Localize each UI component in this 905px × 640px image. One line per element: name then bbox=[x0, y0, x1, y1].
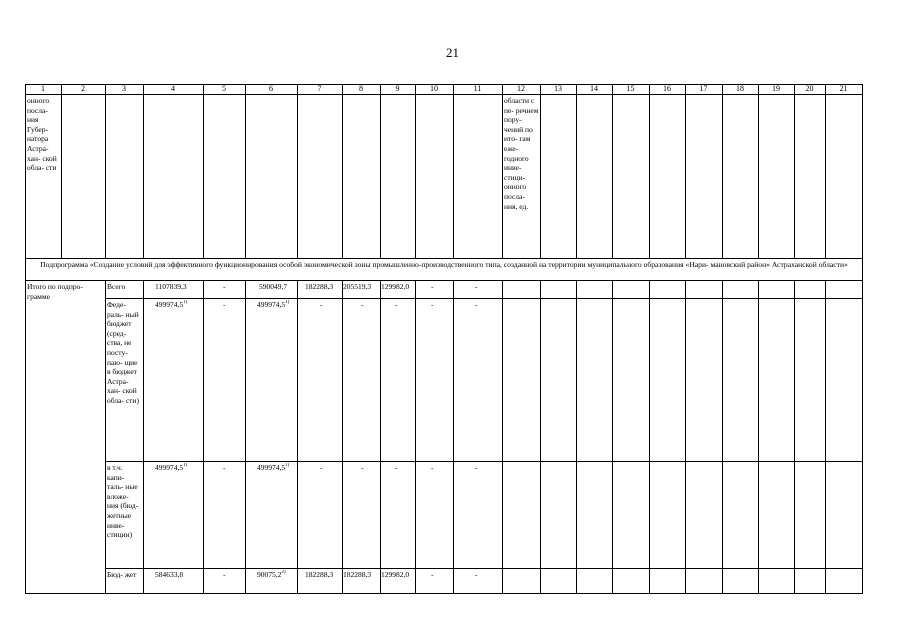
column-rule bbox=[722, 280, 723, 594]
row1-col8: 205519,3 bbox=[343, 282, 372, 291]
row-rule bbox=[105, 568, 863, 569]
column-header: 13 bbox=[554, 84, 562, 93]
column-rule bbox=[61, 84, 62, 258]
row1-type: Всего bbox=[107, 282, 126, 291]
row4-col9: 129982,0 bbox=[381, 570, 410, 579]
row2-col9: - bbox=[395, 300, 398, 309]
column-rule bbox=[722, 84, 723, 258]
column-rule bbox=[342, 280, 343, 594]
row3-col9: - bbox=[395, 463, 398, 472]
column-header: 6 bbox=[269, 84, 273, 93]
row3-col10: - bbox=[431, 463, 434, 472]
column-header: 15 bbox=[626, 84, 635, 93]
row-label-total: Итого по подпро- грамме bbox=[27, 282, 83, 301]
column-rule bbox=[297, 84, 298, 258]
column-rule bbox=[380, 280, 381, 594]
column-rule bbox=[794, 280, 795, 594]
column-rule bbox=[825, 84, 826, 258]
cell-col1-continuation: онного посла- ния Губер- натора Астра- хан- ской обла- сти bbox=[27, 96, 57, 173]
row1-col5: - bbox=[223, 282, 226, 291]
header-rule bbox=[25, 94, 863, 95]
column-rule bbox=[453, 280, 454, 594]
column-rule bbox=[685, 280, 686, 594]
column-rule bbox=[415, 280, 416, 594]
row2-col11: - bbox=[475, 300, 478, 309]
column-header: 3 bbox=[122, 84, 126, 93]
program-table bbox=[25, 84, 863, 594]
column-rule bbox=[415, 84, 416, 258]
row4-type: Бюд- жет bbox=[107, 570, 137, 579]
column-rule bbox=[576, 84, 577, 258]
column-rule bbox=[502, 280, 503, 594]
row3-col6: 499974,5$^{1)}$ bbox=[257, 463, 290, 472]
row4-col10: - bbox=[431, 570, 434, 579]
column-header: 1 bbox=[41, 84, 45, 93]
page-number: 21 bbox=[446, 45, 459, 60]
column-rule bbox=[576, 280, 577, 594]
row4-col8: 182288,3 bbox=[343, 570, 372, 579]
column-rule bbox=[143, 84, 144, 258]
column-header: 7 bbox=[317, 84, 322, 93]
column-header: 2 bbox=[81, 84, 85, 93]
table-border-bottom bbox=[25, 593, 863, 594]
column-header: 5 bbox=[222, 84, 226, 93]
row-rule bbox=[105, 461, 863, 462]
row1-col6: 590049,7 bbox=[259, 282, 288, 291]
column-rule bbox=[540, 280, 541, 594]
column-header: 19 bbox=[772, 84, 780, 93]
column-header: 10 bbox=[430, 84, 438, 93]
row1-col10: - bbox=[431, 282, 434, 291]
column-header: 18 bbox=[736, 84, 744, 93]
column-header: 17 bbox=[699, 84, 708, 93]
row2-col10: - bbox=[431, 300, 434, 309]
row2-col6: 499974,5$^{1)}$ bbox=[257, 300, 290, 309]
column-rule bbox=[649, 280, 650, 594]
table-border-right bbox=[862, 84, 863, 594]
row1-col9: 129982,0 bbox=[381, 282, 410, 291]
column-header: 11 bbox=[473, 84, 482, 93]
row4-col7: 182288,3 bbox=[305, 570, 334, 579]
column-header: 9 bbox=[395, 84, 400, 93]
column-rule bbox=[825, 280, 826, 594]
row4-col4: 584633,8 bbox=[155, 570, 184, 579]
row1-col4: 1107839,3 bbox=[155, 282, 187, 291]
column-header: 20 bbox=[805, 84, 814, 93]
row4-col6: 90075,2$^{2)}$ bbox=[257, 570, 286, 579]
row3-type: в т.ч. капи- таль- ные вложе- ния (бюд- жетные инве- стиции) bbox=[107, 463, 139, 540]
row2-col7: - bbox=[320, 300, 323, 309]
row2-col8: - bbox=[361, 300, 364, 309]
column-header: 14 bbox=[590, 84, 598, 93]
column-rule bbox=[758, 280, 759, 594]
column-rule bbox=[758, 84, 759, 258]
row3-col11: - bbox=[475, 463, 478, 472]
column-rule bbox=[540, 84, 541, 258]
column-rule bbox=[794, 84, 795, 258]
cell-col12-continuation: области с пе- речнем пору- чений по ито- гам еже- годного инве- стици- онного посла- ния, ед. bbox=[504, 96, 539, 211]
column-rule bbox=[203, 280, 204, 594]
subprogram-title: Подпрограмма «Создание условий для эффективного функционирования особой экономической зоны промышленно-производственного типа, созданной на территории муниципального образования «Нари- мановский район» Астраханской области» bbox=[40, 260, 848, 269]
column-header: 21 bbox=[839, 84, 848, 93]
subprogram-rule-top bbox=[25, 258, 863, 259]
column-rule bbox=[380, 84, 381, 258]
column-rule bbox=[245, 280, 246, 594]
column-rule bbox=[297, 280, 298, 594]
subprogram-rule-bottom bbox=[25, 280, 863, 281]
column-rule bbox=[453, 84, 454, 258]
column-header: 16 bbox=[663, 84, 671, 93]
column-rule bbox=[685, 84, 686, 258]
column-rule bbox=[245, 84, 246, 258]
row2-col4: 499974,5$^{1)}$ bbox=[155, 300, 188, 309]
column-rule bbox=[649, 84, 650, 258]
column-rule bbox=[105, 280, 106, 594]
column-header: 12 bbox=[517, 84, 525, 93]
row1-col11: - bbox=[475, 282, 478, 291]
row3-col5: - bbox=[223, 463, 226, 472]
column-rule bbox=[203, 84, 204, 258]
row4-col11: - bbox=[475, 570, 478, 579]
column-header: 8 bbox=[359, 84, 363, 93]
column-rule bbox=[612, 84, 613, 258]
row3-col8: - bbox=[361, 463, 364, 472]
row3-col7: - bbox=[320, 463, 323, 472]
row2-type: Феде- раль- ный бюджет (сред- ства, не посту- паю- щие в бюджет Астра- хан- ской обла- сти) bbox=[107, 300, 139, 405]
column-rule bbox=[612, 280, 613, 594]
row-rule bbox=[105, 298, 863, 299]
row3-col4: 499974,5$^{1)}$ bbox=[155, 463, 188, 472]
column-rule bbox=[502, 84, 503, 258]
column-rule bbox=[342, 84, 343, 258]
column-rule bbox=[143, 280, 144, 594]
table-border-left bbox=[25, 84, 26, 594]
column-header: 4 bbox=[171, 84, 175, 93]
row1-col7: 182288,3 bbox=[305, 282, 334, 291]
row2-col5: - bbox=[223, 300, 226, 309]
row4-col5: - bbox=[223, 570, 226, 579]
column-rule bbox=[105, 84, 106, 258]
